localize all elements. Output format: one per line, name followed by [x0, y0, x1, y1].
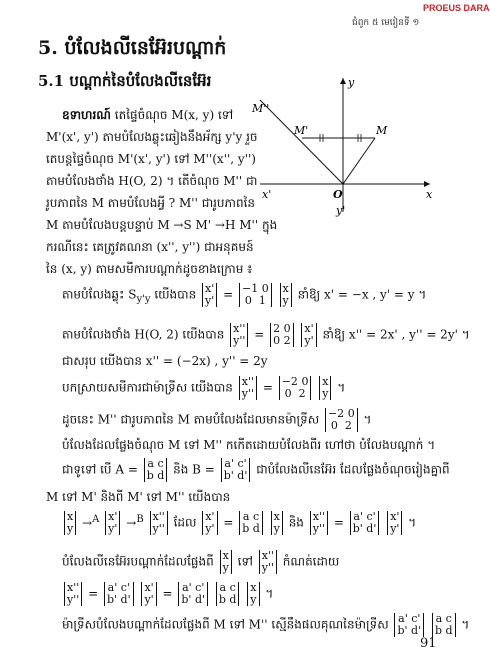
- vector-x2y2: x'' y'': [64, 582, 82, 606]
- eq-text: និង B =: [173, 462, 215, 477]
- vector-x2y2: x'' y'': [230, 323, 248, 347]
- matrix-b: a' c' b' d': [350, 511, 380, 535]
- eq-text: ទៅ: [237, 554, 253, 569]
- y-neg-label: y': [336, 204, 346, 217]
- x-arrow-icon: [424, 181, 430, 187]
- vector-x1y1: x' y': [301, 323, 316, 347]
- matrix-r: −2 0 0 2: [279, 376, 312, 400]
- paragraph-line: M'(x', y') តាមបំលែងឆ្លុះឆៀងនឹងអ័ក្ស y'y រួច: [46, 130, 258, 144]
- vector-xy: x y: [64, 511, 76, 535]
- running-head: ជំពូក ៥ មេរៀនទី ១: [352, 18, 420, 28]
- vector-xy: x y: [220, 550, 232, 574]
- page-number: 91: [420, 636, 437, 651]
- vector-x2y2: x'' y'': [239, 376, 257, 400]
- eq-text: តាមបំលែងថាំង H(O, 2) យើងបាន: [62, 327, 225, 342]
- ray-o-m-double: [260, 100, 343, 184]
- matrix-a: a c b d: [216, 582, 240, 606]
- eq-text: តាមបំលែងឆ្លុះ S: [62, 287, 137, 302]
- eq-text: និង: [288, 515, 304, 530]
- matrix-b: a' c' b' d': [178, 582, 208, 606]
- composite-chain: x y →$^A$ x' y' →$^B$ x'' y'' ដែល x' y' = a c b d x y និង x'' y'' = a' c' b' d' x' y' ។: [62, 511, 416, 535]
- paragraph-line: រូបភាពនៃ M តាមបំលែងអ្វី ? M'' ជារូបភាពនៃ: [46, 196, 256, 210]
- vector-xy: x y: [280, 283, 292, 307]
- composite-definition: បំលែងដែលផ្លែងចំណុច M ទៅ M'' កកើតដោយបំលែងពីរ ហៅថា បំលែងបណ្ដាក់ ។: [62, 438, 436, 452]
- matrix-r: −2 0 0 2: [325, 408, 358, 432]
- paragraph-line: នៃ (x, y) តាមសមីការបណ្ដាក់ដូចខាងក្រោម ៖: [46, 262, 253, 276]
- composite-matrix-statement: [62, 613, 469, 637]
- paragraph-line: M តាមបំលែងបន្តបន្ទាប់ M →S M' →H M'' ក្នុង: [46, 218, 278, 232]
- eq-text: ដែល: [173, 515, 197, 530]
- eq-text: ។: [363, 412, 372, 427]
- vector-x1y1: x' y': [141, 582, 156, 606]
- eq-text: នាំឱ្យ x'' = 2x' , y'' = 2y' ។: [322, 327, 470, 342]
- eq-text: ជាបំលែងលីនេអ៊ែរ ដែលផ្លែងចំណុចរៀងគ្នាពី: [256, 462, 450, 477]
- equation-homothety: តាមបំលែងថាំង H(O, 2) យើងបាន x'' y'' = 2 0 0 2 x' y' នាំឱ្យ x'' = 2x' , y'' = 2y' ។: [62, 322, 470, 347]
- vector-x1y1: x' y': [387, 511, 402, 535]
- matrix-b: a' c' b' d': [394, 613, 424, 637]
- y-arrow-icon: [340, 78, 346, 84]
- matrix-s: −1 0 0 1: [239, 283, 272, 307]
- matrix-a: a c b d: [432, 613, 456, 637]
- vector-xy: x y: [271, 511, 283, 535]
- composite-map-definition: [62, 550, 339, 574]
- paragraph-line: តេបន្តផ្ទៃចំណុច M'(x', y') ទៅ M''(x'', y''): [46, 152, 256, 166]
- matrix-h: 2 0 0 2: [270, 323, 294, 347]
- example-label: ឧទាហរណ៍: [62, 108, 111, 122]
- composite-product: x'' y'' = a' c' b' d' x' y' = a' c' b' d' a c b d x y ។: [62, 582, 273, 606]
- y-axis-label: y: [348, 76, 355, 89]
- eq-text: នាំឱ្យ x' = −x , y' = y ។: [297, 287, 427, 302]
- example-line-1: [62, 108, 233, 122]
- vector-x2y2: x'' y'': [310, 511, 328, 535]
- subsection-title: 5.1 បណ្ដាក់នៃបំលែងលីនេអ៊ែរ: [38, 72, 212, 90]
- equation-conclusion: [62, 408, 371, 432]
- point-m-prime-label: M': [294, 124, 309, 137]
- eq-text: យើងបាន: [150, 287, 197, 302]
- eq-text: ។: [265, 586, 274, 601]
- eq-text: បំលែងលីនេអ៊ែរបណ្ដាក់ដែលផ្លែងពី: [62, 554, 214, 569]
- paragraph-line: តេផ្ទៃចំណុច M(x, y) ទៅ: [114, 108, 234, 122]
- matrix-b: a' c' b' d': [221, 458, 251, 482]
- watermark: PROEUS DARA: [423, 3, 490, 13]
- x-axis-label: x: [426, 188, 433, 201]
- eq-text: ។: [408, 515, 417, 530]
- general-case: [62, 458, 450, 482]
- reflection-homothety-figure: [250, 72, 440, 222]
- eq-text: បកស្រាយសមីការជាម៉ាទ្រីស យើងបាន: [62, 380, 233, 395]
- x-neg-label: x': [262, 188, 272, 201]
- paragraph-line: ករណីនេះ គេត្រូវគណនា (x'', y'') ជាអនុគមន៍: [46, 240, 254, 254]
- matrix-b: a' c' b' d': [104, 582, 134, 606]
- equation-matrix-form: បកស្រាយសមីការជាម៉ាទ្រីស យើងបាន x'' y'' = −2 0 0 2 x y ។: [62, 375, 346, 400]
- eq-text: ជាទូទៅ បើ A =: [62, 462, 138, 477]
- vector-xy: x y: [319, 376, 331, 400]
- eq-text: ដូចនេះ M'' ជារូបភាពនៃ M តាមបំលែងដែលមានម៉ាទ្រីស: [62, 412, 320, 427]
- eq-sub: y'y: [136, 293, 151, 305]
- general-mapping: M ទៅ M' និងពី M' ទៅ M'' យើងបាន: [46, 490, 231, 504]
- matrix-a: a c b d: [144, 458, 168, 482]
- eq-text: កំណត់ដោយ: [282, 554, 340, 569]
- vector-x1y1: x' y': [202, 283, 217, 307]
- ray-o-m: [343, 138, 375, 184]
- vector-x2y2: x'' y'': [259, 550, 277, 574]
- equation-reflection: តាមបំលែងឆ្លុះ $S_{y'y}$ យើងបាន x' y' = −1 0 0 1 x y នាំឱ្យ x' = −x , y' = y ។: [62, 282, 427, 307]
- vector-xy: x y: [247, 582, 259, 606]
- paragraph-line: តាមបំលែងថាំង H(O, 2) ។ តើចំណុច M'' ជា: [46, 174, 258, 188]
- vector-x1y1: x' y': [202, 511, 217, 535]
- eq-text: ។: [337, 380, 346, 395]
- equation-summary: ជាសរុប យើងបាន x'' = (−2x) , y'' = 2y: [62, 354, 268, 368]
- vector-x1y1: x' y': [105, 511, 120, 535]
- point-m-label: M: [376, 124, 388, 137]
- section-title: 5. បំលែងលីនេអ៊ែរបណ្ដាក់: [38, 37, 227, 59]
- arrow-b: →$^B$: [126, 513, 144, 530]
- vector-x2y2: x'' y'': [150, 511, 168, 535]
- origin-label: O: [333, 188, 343, 201]
- eq-text: ។: [461, 617, 470, 632]
- point-m-double-label: M'': [252, 102, 270, 115]
- matrix-a: a c b d: [239, 511, 263, 535]
- arrow-a: →$^A$: [82, 513, 100, 530]
- eq-text: ម៉ាទ្រីសបំលែងបណ្ដាក់ដែលផ្លែងពី M ទៅ M'' ស្មើនឹងផលគុណនៃម៉ាទ្រីស: [62, 617, 389, 632]
